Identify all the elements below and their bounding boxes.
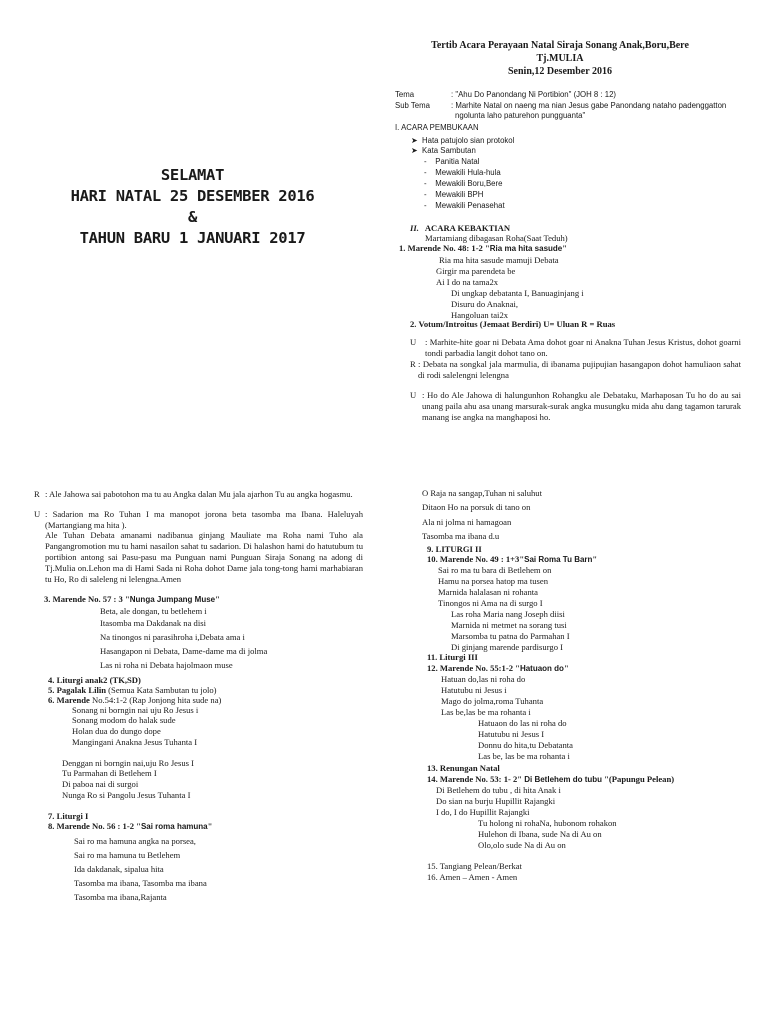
marende-title: Di Betlehem do tubu — [524, 775, 603, 784]
lyric-line: O Raja na sangap,Tuhan ni saluhut — [422, 488, 542, 498]
r1-text: : Debata na songkal jala marmulia, di ibanama pujipujian hasangapon dohot hamuliaon sahat di rodi salelengni lelengna — [418, 359, 741, 380]
lyric-line: Di ginjang marende pardisurgo I — [451, 642, 564, 652]
lyric-line: Sonang ni borngin nai uju Ro Jesus i — [72, 705, 199, 715]
marende-prefix: 14. Marende No. 53: 1- 2" — [427, 774, 525, 784]
marende-title: Hatuaon do — [519, 664, 564, 673]
lyric-line: Denggan ni borngin nai,uju Ro Jesus I — [62, 758, 194, 768]
lyric-line: Marnida halalasan ni rohanta — [438, 587, 538, 597]
lyric-line: Hatuan do,las ni roha do — [441, 674, 526, 684]
section1-item-2-text: Kata Sambutan — [422, 146, 476, 155]
lyric-line: Las roha Maria nang Joseph diisi — [451, 609, 565, 619]
u1-label: U — [410, 337, 417, 347]
marende-suffix: " — [592, 554, 598, 564]
marende-49-heading — [427, 554, 597, 565]
item-4: 4. Liturgi anak2 (TK,SD) — [48, 675, 141, 685]
lyric-line: Sai ro ma tu bara di Betlehem on — [438, 565, 552, 575]
header-line2: Tj.MULIA — [536, 53, 584, 64]
lyric-line: Nunga Ro si Pangolu Jesus Tuhanta I — [62, 790, 191, 800]
marende-53-heading — [427, 774, 674, 785]
left-r-text: : Ale Jahowa sai pabotohon ma tu au Angka dalan Mu jala ajarhon Tu au angka hogasmu. — [45, 489, 353, 499]
section1-sub-3: - Mewakili Boru,Bere — [424, 179, 503, 188]
votum-line: 2. Votum/Introitus (Jemaat Berdiri) U= Uluan R = Ruas — [410, 319, 616, 329]
lyric-line: Las be, las be ma rohanta i — [478, 751, 570, 761]
left-u-text: : Sadarion ma Ro Tuhan I ma manopot jorona beta tasomba ma Ibana. Haleluyah (Martangiang ma hita ). — [45, 509, 363, 530]
lyric-line: Ida dakdanak, sipalua hita — [74, 864, 164, 874]
lyric-line: Holan dua do dungo dope — [72, 726, 161, 736]
lyric-line: Hatutubu ni Jesus I — [478, 729, 545, 739]
lyric-line: Sai ro ma hamuna tu Betlehem — [74, 850, 181, 860]
item-11: 11. Liturgi III — [427, 652, 478, 662]
marende-suffix: " — [207, 821, 213, 831]
lyric-line: Sonang modom do halak sude — [72, 715, 176, 725]
marende-prefix: 8. Marende No. 56 : 1-2 " — [48, 821, 141, 831]
section1-sub-2: - Mewakili Hula-hula — [424, 168, 501, 177]
sub-item-text: Mewakili Boru,Bere — [435, 179, 503, 188]
section1-item-1-text: Hata patujolo sian protokol — [422, 136, 515, 145]
marende-prefix: 3. Marende No. 57 : 3 " — [44, 594, 130, 604]
greeting-line1: SELAMAT — [160, 166, 225, 184]
left-u-label: U — [34, 509, 41, 519]
marende-prefix: 1. Marende No. 48: 1-2 " — [399, 243, 490, 253]
lyric-line: Di paboa nai di surgoi — [62, 779, 139, 789]
lyric-line: Olo,olo sude Na di Au on — [478, 840, 566, 850]
arrow-bullet-icon: ➤ — [411, 146, 418, 155]
lyric-line: Mangingani Anakna Jesus Tuhanta I — [72, 737, 198, 747]
lyric-line: Girgir ma parendeta be — [436, 266, 516, 276]
lyric-line: Hamu na porsea hatop ma tusen — [438, 576, 549, 586]
marende-56-heading — [48, 821, 212, 832]
marende-48-heading — [399, 243, 567, 254]
item-7: 7. Liturgi I — [48, 811, 89, 821]
item-6-bold: 6. Marende — [48, 695, 90, 705]
lyric-line: Tasomba ma ibana, Tasomba ma ibana — [74, 878, 207, 888]
item-9: 9. LITURGI II — [427, 544, 482, 554]
marende-suffix: " — [215, 594, 220, 604]
lyric-line: Beta, ale dongan, tu betlehem i — [100, 606, 207, 616]
lyric-line: Hatutubu ni Jesus i — [441, 685, 507, 695]
r1-label: R — [410, 359, 416, 369]
lyric-line: Marsomba tu patna do Parmahan I — [451, 631, 570, 641]
marende-57-heading — [44, 594, 220, 605]
lyric-line: Donnu do hita,tu Debatanta — [478, 740, 573, 750]
lyric-line: Ala ni jolma ni hamagoan — [422, 517, 512, 527]
item-15: 15. Tangiang Pelean/Berkat — [427, 861, 522, 871]
header-date: Senin,12 Desember 2016 — [508, 66, 612, 77]
sub-item-text: Mewakili Penasehat — [435, 201, 505, 210]
item-5-bold: 5. Pagalak Lilin — [48, 685, 107, 695]
lyric-line: Hasangapon ni Debata, Dame-dame ma di jolma — [100, 646, 268, 656]
section2-num: II. — [410, 223, 419, 233]
subtema-value-2: ngolunta laho paturehon pungguanta" — [455, 111, 586, 120]
greeting-line4: TAHUN BARU 1 JANUARI 2017 — [79, 229, 306, 247]
lyric-line: Ditaon Ho na porsuk di tano on — [422, 502, 531, 512]
marende-suffix: " — [563, 663, 569, 673]
lyric-line: Hangoluan tai2x — [451, 310, 509, 320]
lyric-line: Tu Parmahan di Betlehem I — [62, 768, 157, 778]
marende-title: Ria ma hita sasude — [489, 244, 563, 253]
tema-label: Tema — [395, 90, 415, 99]
marende-prefix: 12. Marende No. 55:1-2 " — [427, 663, 520, 673]
tema-value: : "Ahu Do Panondang Ni Portibion" (JOH 8 : 12) — [451, 90, 617, 99]
lyric-line: Sai ro ma hamuna angka na porsea, — [74, 836, 196, 846]
lyric-line: Di Betlehem do tubu , di hita Anak i — [436, 785, 561, 795]
left-r-label: R — [34, 489, 40, 499]
marende-prefix: 10. Marende No. 49 : 1+3" — [427, 554, 525, 564]
lyric-line: Marnida ni metmet na sorang tusi — [451, 620, 567, 630]
marende-suffix: "(Papungu Pelean) — [602, 774, 675, 784]
subtema-label: Sub Tema — [395, 101, 430, 110]
section1-sub-4: - Mewakili BPH — [424, 190, 484, 199]
marende-title: Sai Roma Tu Barn — [524, 555, 593, 564]
sub-item-text: Panitia Natal — [435, 157, 480, 166]
section1-item-1 — [411, 136, 514, 146]
greeting-line2: HARI NATAL 25 DESEMBER 2016 — [70, 187, 315, 205]
section2-subtitle: Martamiang dibagasan Roha(Saat Teduh) — [425, 233, 568, 243]
u1-text: : Marhite-hite goar ni Debata Ama dohot goar ni Anakna Tuhan Jesus Kristus, dohot goarni tondi parbadia langit dohot tano on. — [425, 337, 741, 358]
section1-sub-5: - Mewakili Penasehat — [424, 201, 505, 210]
section2-title-text: ACARA KEBAKTIAN — [424, 223, 511, 233]
lyric-line: Tu holong ni rohaNa, hubonom rohakon — [478, 818, 617, 828]
lyric-line: Hulehon di Ibana, sude Na di Au on — [478, 829, 602, 839]
section1-sub-1: - Panitia Natal — [424, 157, 480, 166]
lyric-line: Ria ma hita sasude mamuji Debata — [439, 255, 559, 265]
lyric-line: Tasomba ma ibana d.u — [422, 531, 500, 541]
item-13: 13. Renungan Natal — [427, 763, 500, 773]
marende-55-heading — [427, 663, 569, 674]
marende-suffix: " — [562, 243, 568, 253]
lyric-line: Hatuaon do las ni roha do — [478, 718, 567, 728]
greeting-line3: & — [187, 208, 198, 226]
item-6-rest: No.54:1-2 (Rap Jonjong hita sude na) — [89, 695, 222, 705]
marende-title: Sai roma hamuna — [140, 822, 208, 831]
header-line1: Tertib Acara Perayaan Natal Siraja Sonang Anak,Boru,Bere — [431, 40, 689, 51]
item-16: 16. Amen – Amen - Amen — [427, 872, 518, 882]
section1-title: I. ACARA PEMBUKAAN — [395, 123, 479, 132]
lyric-line: Do sian na burju Hupillit Rajangki — [436, 796, 556, 806]
lyric-line: Las ni roha ni Debata hajolmaon muse — [100, 660, 233, 670]
lyric-line: I do, I do Hupillit Rajangki — [436, 807, 530, 817]
lyric-line: Ai I do na tama2x — [436, 277, 499, 287]
sub-item-text: Mewakili Hula-hula — [435, 168, 501, 177]
lyric-line: Itasomba ma Dakdanak na disi — [100, 618, 206, 628]
lyric-line: Las be,las be ma rohanta i — [441, 707, 531, 717]
lyric-line: Di ungkap debatanta I, Banuaginjang i — [451, 288, 584, 298]
arrow-bullet-icon: ➤ — [411, 136, 418, 145]
lyric-line: Tasomba ma ibana,Rajanta — [74, 892, 167, 902]
u2-text: : Ho do Ale Jahowa di halungunhon Rohangku ale Debataku, Marhaposan Tu ho do au sai unang paila ahu asa unang marsurak-surak angka musungku mida ahu dang tagamon tarurak manang ise angka na manghaposi ho. — [422, 390, 741, 422]
lyric-line: Disuru do Anaknai, — [451, 299, 519, 309]
subtema-value-1: : Marhite Natal on naeng ma nian Jesus gabe Panondang nataho padenggatton — [451, 101, 727, 110]
sub-item-text: Mewakili BPH — [435, 190, 484, 199]
section1-item-2 — [411, 146, 476, 156]
item-5-rest: (Semua Kata Sambutan tu jolo) — [106, 685, 217, 695]
left-prayer-paragraph: Ale Tuhan Debata amanami nadibanua ginjang Mauliate ma Roha nami Tuho ala Pangangromotion mu tu hami nasailon sahat tu sadarion. Di halashon hami do hatutubum tu portibion antong sai Pasu-pasu ma Punguan nami Punguan Siraja Sonang na adong di Tj.Mulia on.Lehon ma di Hami Sada ni Roha dohot Dame jala tong-tong hami marhabiaran tu Ho, Ro di saleleng ni lelengna.Amen — [45, 530, 363, 584]
lyric-line: Tinongos ni Ama na di surgo I — [438, 598, 543, 608]
u2-label: U — [410, 390, 417, 400]
lyric-line: Na tinongos ni parasihroha i,Debata ama i — [100, 632, 245, 642]
marende-title: Nunga Jumpang Muse — [129, 595, 216, 604]
lyric-line: Mago do jolma,roma Tuhanta — [441, 696, 544, 706]
